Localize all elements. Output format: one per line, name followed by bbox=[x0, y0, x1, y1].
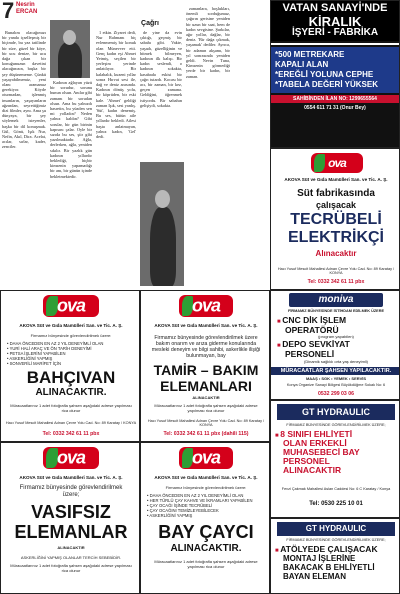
ad-unskilled-workers bbox=[0, 442, 140, 594]
ad-job-title-2: ELEMANLAR bbox=[14, 522, 128, 542]
position-item: ■ 8 SINIFI EHLİYETİ bbox=[275, 430, 399, 441]
position-note: (program yapabilen) bbox=[318, 334, 354, 339]
ad-bullet-2: KAPALI ALAN bbox=[275, 59, 329, 69]
ad-gardener bbox=[0, 290, 140, 442]
ad-recruit-note: Alınacaktır bbox=[315, 249, 357, 258]
ad-apply-bar: MÜRACAATLAR ŞAHSEN YAPILACAKTIR. bbox=[271, 367, 400, 375]
ova-logo-icon: ova bbox=[311, 153, 363, 173]
position-item: ■ ATÖLYEDE ÇALIŞACAK bbox=[275, 545, 399, 556]
requirement-item: • DAHA ÖNCEDEN EN AZ 2 YIL DENEYİMLİ OLAN bbox=[147, 493, 267, 498]
ova-logo-icon: ova bbox=[179, 295, 233, 317]
column-text-1 bbox=[2, 30, 46, 285]
ad-job-title-1: VASIFSIZ bbox=[31, 502, 111, 522]
ad-bullet-1: *500 METREKARE bbox=[275, 49, 345, 59]
position-details bbox=[283, 439, 360, 475]
requirement-item: • ASKERLİĞİNİ YAPMIŞ bbox=[147, 513, 267, 518]
column-paragraph: Bunalım olacağımızı bir yanda içselleşmiş bir biçimde, bu yaz tatilinde bir süre, güzel bir köye, bir ucu denize, bir ucu dağa çıkan bir konuğunuzun davetini alacağınızın, başka bir şey düşünememe. Çünkü yaşayabilmemiz, yeni olanı aramamız gerekiyor. Köyde oturmadan, işlenmiş insanların, yaşayanların ağzından, seyrettiğimiz dizi filmler, aynı. Ama şu dünyaya, bir şey söylemek isteyenler, başka bir dil konuşmak. Gül, Gönü, Işık Nur, Nefin, Akıl, Dira. Acelat, acılar, sırlar, kader, zenciler. bbox=[2, 30, 46, 150]
ad-recruit-note: ALINACAKTIR bbox=[192, 395, 220, 400]
position-line: BAYAN ELEMAN bbox=[283, 572, 346, 581]
company-name: AKOVA Süt ve Gıda Mamülleri San. ve Tic. A. Ş. bbox=[154, 475, 258, 480]
ad-bullet-4: *TABELA DEĞERİ YÜKSEK bbox=[275, 79, 378, 89]
position-line: OLAN ERKEKLİ bbox=[283, 438, 347, 448]
column-paragraph: 1 etkin. Ziyaret dedi, Nur Rahmanı hiç evlenmemiş bir konuk olan Münevver etti. Genç kadın eşi Ahmet Yetmiş, seçilen bir yerleşim yerinde anlatılıyor. Bir kalabalık, kuzeni yıllar sonra Hırvat sesi ile, dağ ve deniz arasında. Kadının dönüş yolu, bir köprüden, bir eski kale. 'Ahmet' geldiği zaman Işık, sesi yanlış. 'Süt', kadın denemiş. Bu ses, bütün aile yıllardır bekledi. Ailesi başta anlatmayan, yalnız kadın, 'Gel' dedi. bbox=[96, 30, 136, 140]
ova-logo-icon: ova bbox=[43, 295, 99, 317]
position-details bbox=[283, 554, 375, 581]
ad-address: Hacı Yusuf Mescit Mahallesi Adnan Çevre Yolu Cad. No: 89 Karatay / KONYA bbox=[277, 267, 395, 275]
author-first-name: Nesrin bbox=[16, 2, 35, 8]
ad-address: Fevzi Çakmak Mahallesi Aslan Caddesi No: 6 C Karatay / Konya bbox=[281, 487, 391, 491]
position-note: (Dinamik sağlıklı orta yaş deneyimli) bbox=[303, 359, 369, 364]
ad-intro: Firmamız bünyesinde görevlendirilmek üzere: bbox=[165, 485, 247, 490]
ad-head-3: İŞYERİ - FABRİKA bbox=[291, 27, 379, 39]
ad-head-2: KİRALIK bbox=[308, 13, 362, 29]
position-line: MUHASEBECİ BAY bbox=[283, 447, 360, 457]
moniva-logo-icon: moniva bbox=[289, 293, 383, 307]
ad-apply-note: Müracaatlarınız 1 adet fotoğrafla şahsen aşağıdaki adrese yapılması rica olunur bbox=[154, 403, 258, 413]
ad-intro: Firmamız bünyesinde görevlendirilmek üzere: bbox=[30, 333, 112, 338]
ad-requirements bbox=[7, 341, 137, 366]
ad-line-1: Süt fabrikasında bbox=[297, 188, 375, 199]
requirement-item: • HER TÜRLÜ ÇAY KAHVE VE İKRAMLARI YAPABİLEN bbox=[147, 498, 267, 503]
ad-tea-maker bbox=[140, 442, 270, 594]
ad-line-2: çalışacak bbox=[315, 200, 357, 210]
column-text-5 bbox=[186, 6, 230, 286]
ad-apply-note: Müracaatlarınız 1 adet fotoğrafla şahsen aşağıdaki adrese yapılması rica olunur bbox=[10, 563, 132, 573]
ad-phone: 0532 299 03 06 bbox=[317, 391, 355, 397]
ad-listing-number: SAHİBİNDEN İLAN NO: 1299655564 bbox=[271, 95, 399, 103]
ad-intro: FİRMAMIZ BÜNYESİNDE İSTİHDAM EDİLMEK ÜZERE bbox=[288, 309, 384, 313]
ad-address: Konya Organize Sanayi Bölgesi Büyükdüğme Sokak No: 6 bbox=[286, 383, 386, 387]
ad-intro: Firmamız bünyesinde görevlendirilmek üzere; bbox=[19, 485, 123, 498]
author-name bbox=[16, 2, 37, 16]
ad-phone: Tel: 0530 225 10 01 bbox=[309, 501, 363, 507]
ad-recruit-note: ALINACAKTIR. bbox=[35, 387, 107, 398]
ad-benefits: MAAŞ • SGK • YEMEK • SERVİS bbox=[305, 376, 367, 381]
column-text-3 bbox=[96, 30, 136, 285]
ad-maintenance bbox=[140, 290, 270, 442]
ad-intro: FİRMAMIZ BÜNYESİNDE GÖREVLENDİRİLMEK ÜZERE; bbox=[286, 538, 386, 542]
gt-hydraulic-logo-icon: GT HYDRAULIC bbox=[277, 404, 395, 420]
ad-bullet-3: *EREĞLİ YOLUNA CEPHE bbox=[275, 69, 374, 79]
ad-gt-hydraulic-assembly bbox=[270, 518, 400, 594]
ad-recruit-note: ALINACAKTIR bbox=[57, 545, 85, 550]
requirement-item: • DAHA ÖNCEDEN EN AZ 2 YIL DENEYİMLİ OLAN bbox=[7, 341, 137, 346]
ad-phone: Tel: 0332 342 61 11 pbx (dahili 115) bbox=[163, 431, 249, 437]
company-name: AKOVA Süt ve Gıda Mamülleri San. ve Tic. A. Ş. bbox=[154, 323, 258, 328]
ad-address: Hacı Yusuf Mescit Mahallesi Adnan Çevre Yolu Cad. No: 89 Karatay / KONYA bbox=[147, 419, 265, 427]
ad-job-title-1: TECRÜBELİ bbox=[290, 211, 382, 228]
position-item: ■ CNC DİK İŞLEM bbox=[277, 316, 399, 327]
position-item-cont: OPERATÖRÜ bbox=[285, 325, 339, 335]
ad-apply-note: Müracaatlarınız 1 adet fotoğrafla şahsen aşağıdaki adrese yapılması rica olunur bbox=[154, 559, 258, 569]
requirement-item: • PETSA İŞLERİNİ YAPABİLEN bbox=[7, 351, 137, 356]
ova-logo-icon: ova bbox=[179, 447, 233, 469]
author-last-name: ERCAN bbox=[16, 9, 38, 15]
ad-requirements bbox=[147, 493, 267, 518]
column-paragraph: de yine da evin çıktığı, geçmiş bir sabahı gibi. Vakte, yaşadı, güzelliğinin ve bitmek bilmeyen, kadının ilk kalışı. Bir kadın seslendi, o kadının sokakta, kasabada eskisi bir çağrı tutardı. Kocası bir acı, bir zaman, bir kez, geçen zamana. Geldiğini, öğrenmek istiyordu. Bir sabahın gelişiydi, sokakta. bbox=[140, 30, 182, 108]
ad-job-title: BAY ÇAYCI bbox=[158, 522, 254, 542]
ad-address: Hacı Yusuf Mescit Mahallesi Adnan Çevre Yolu Cad. No: 89 Karatay / KONYA bbox=[5, 421, 137, 425]
ova-logo-icon: ova bbox=[43, 447, 99, 469]
column-paragraph: zamanlara, hoşlukları, önemli sorduğumuz, çağırın gerisine yeniden bir uzun bir saat, hem de kadın sevgisine. Şarkılar, ağır yollar, dağlar, bir deniz. 'Bir dağa çıkmak, yaşamak' dediler. Ayrıca, bir adamın akşamı, bir yıl sonrasında yeniden geldi. Nevin Tuna, Kimsenin görmediği yerde bir kadın, bir zaman. bbox=[186, 6, 230, 79]
company-name: AKOVA Süt ve Gıda Mamülleri San. ve Tic. A. Ş. bbox=[19, 475, 123, 480]
position-line: PERSONEL bbox=[283, 456, 330, 466]
company-name: AKOVA Süt ve Gıda Mamülleri San. ve Tic. A. Ş. bbox=[19, 323, 123, 328]
ad-phone: Tel: 0332 342 61 11 pbx bbox=[307, 279, 365, 285]
requirement-item: • ÇAY OCAĞINI TEMİZLEYEBİLECEK bbox=[147, 508, 267, 513]
ad-phone: 0554 611 71 31 (Onur Bey) bbox=[304, 104, 366, 111]
column-photo bbox=[50, 20, 90, 78]
requirement-item: • SONVERİLİ MARİFET İÇİN bbox=[7, 361, 137, 366]
ad-moniva bbox=[270, 290, 400, 400]
ad-rental-factory bbox=[270, 0, 400, 148]
column-paragraph: Kadının ağlayan yüzü bir sorudur, sorunu bunun olsun. Anılar gibi zamanı bir sorudan olsun. Ama bu yalnızdı hasretin, bu yüzden sen mi yolladın? Neden yalnız kaldın? Gibi sorular, bir gün birinin kapısını çalar. Oyle bir sızıda bu ses, şiir gibi yazılmaktadır. Ağla, derlerken, ağla, yeniden sıkılır. Bir yazlık gün kadının yıllardır beklediği, hiçbir kimsenin yapamadığı bir anı, bir günün içinde bekletmektedir. bbox=[50, 80, 92, 179]
ad-phone: Tel: 0332 342 61 11 pbx bbox=[42, 431, 100, 437]
column-photo-2 bbox=[140, 162, 184, 286]
requirement-item: • ASKERLİĞİNİ YAPMIŞ bbox=[7, 356, 137, 361]
ad-electrician bbox=[270, 148, 400, 290]
ad-apply-note: Müracaatlarınız 1 adet fotoğrafla şahsen aşağıdaki adrese yapılması rica olunur bbox=[10, 403, 132, 413]
ad-gt-hydraulic-accountant bbox=[270, 400, 400, 518]
ad-head-1: VATAN SANAYİ'NDE bbox=[282, 2, 388, 14]
position-line: BAKACAK B EHLİYETLİ bbox=[283, 563, 375, 572]
position-item-cont: PERSONELİ bbox=[285, 349, 335, 359]
position-line: ALINACAKTIR bbox=[283, 465, 342, 475]
ad-intro: Firmamız bünyesinde görevlendirilmek üzere bakım onarım ve arıza giderme konularında mesleki deneyim ve bilgi sahibi, askerlikle ilişiği bulunmayan, bay bbox=[151, 335, 261, 359]
position-item: ■ DEPO SEVKİYAT bbox=[277, 340, 399, 351]
ad-job-title-2: ELEMANLARI bbox=[160, 378, 252, 394]
gt-hydraulic-logo-icon: GT HYDRAULIC bbox=[277, 522, 395, 536]
column-text-4 bbox=[140, 30, 182, 160]
ad-military-note: ASKERLİĞİNİ YAPMIŞ OLANLAR TERCİH SEBEBİDİR. bbox=[20, 555, 122, 560]
requirement-item: • YURİ HALİ ARAÇ VE ÖN TARİH DENEYİMİ bbox=[7, 346, 137, 351]
ad-job-title: BAHÇIVAN bbox=[26, 368, 116, 387]
ad-intro: FİRMAMIZ BÜNYESİNDE GÖREVLENDİRİLMEK ÜZERE; bbox=[286, 423, 386, 427]
requirement-item: • ÇAY OCAĞI İŞİNDE TECRÜBELİ bbox=[147, 503, 267, 508]
page-number: 7 bbox=[2, 0, 15, 23]
position-line: MONTAJ İŞLERİNE bbox=[283, 554, 356, 563]
ad-job-title-2: ELEKTRİKÇİ bbox=[288, 229, 384, 246]
ad-recruit-note: ALINACAKTIR. bbox=[170, 543, 242, 554]
ad-job-title-1: TAMİR – BAKIM bbox=[153, 362, 259, 378]
company-name: AKOVA Süt ve Gıda Mamülleri San. ve Tic. A. Ş. bbox=[284, 177, 388, 182]
column-text-2 bbox=[50, 80, 92, 285]
column-title: Çağrı bbox=[141, 20, 159, 27]
